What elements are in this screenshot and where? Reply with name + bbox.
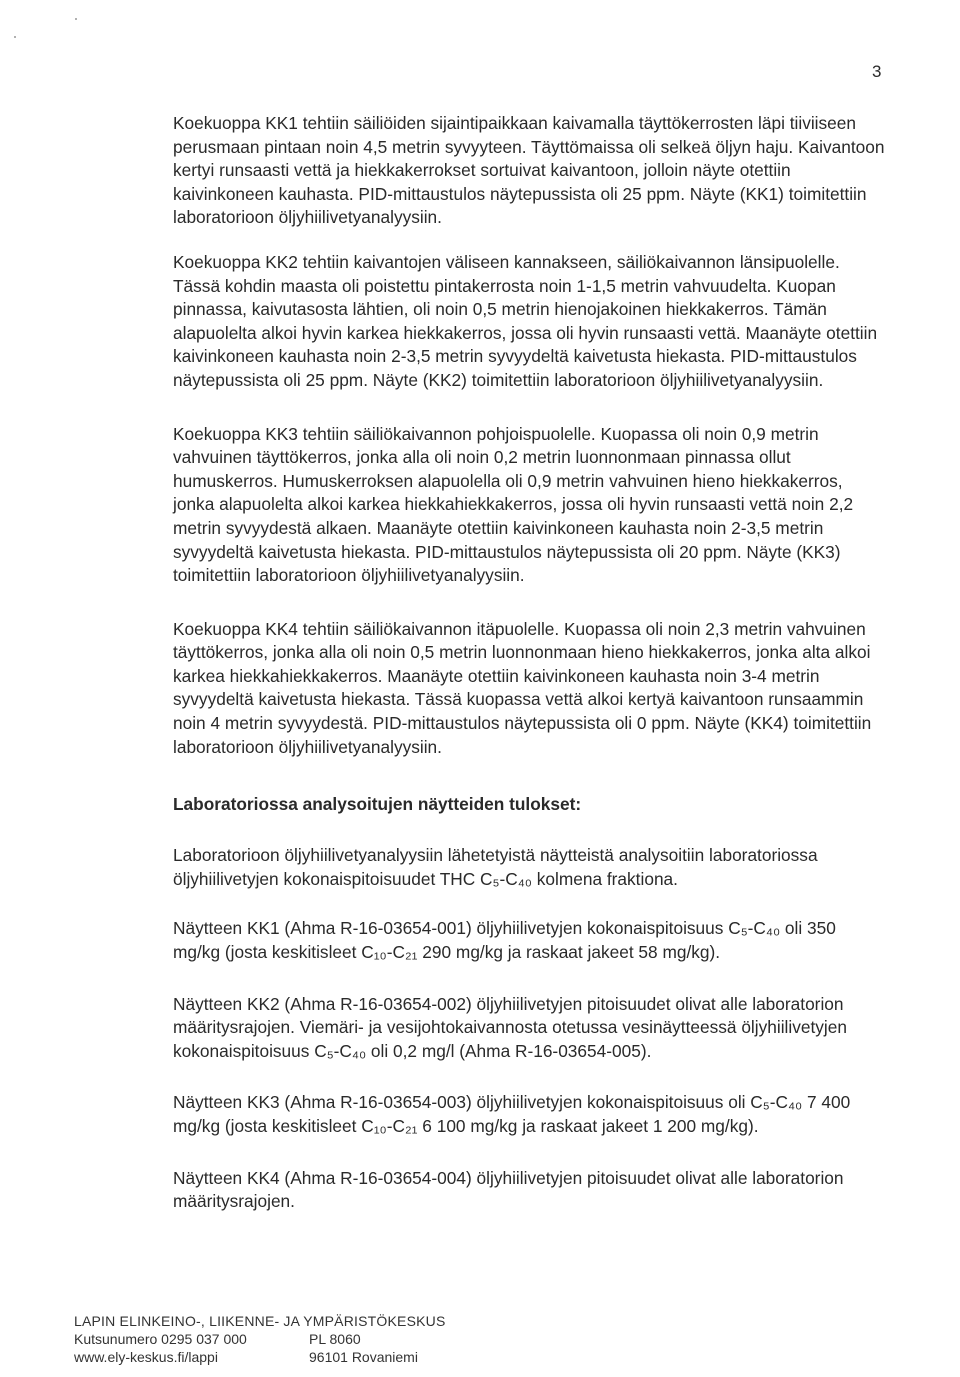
results-kk1: Näytteen KK1 (Ahma R-16-03654-001) öljyhiilivetyjen kokonaispitoisuus C₅-C₄₀ oli 350 mg/kg (josta keskitisleet C₁₀-C₂₁ 290 mg/kg ja raskaat jakeet 58 mg/kg). [173, 918, 836, 963]
scan-speck [75, 18, 77, 20]
document-body [173, 112, 885, 1235]
footer-postal-address: 96101 Rovaniemi [309, 1349, 418, 1365]
footer-website-link[interactable]: www.ely-keskus.fi/lappi [74, 1349, 218, 1365]
paragraph-kk3: Koekuoppa KK3 tehtiin säiliökaivannon pohjoispuolelle. Kuopassa oli noin 0,9 metrin vahvuinen täyttökerros, jonka alla oli noin 0,2 metrin luonnonmaan pinnassa ollut humuskerros. Humuskerroksen alapuolella oli 0,9 metrin vahvuinen hieno hiekkakerros, jonka alapuolelta alkoi karkea hiekkahiekkakerros, jossa oli hyvin runsaasti vettä noin 2,2 metrin syvyydestä alkaen. Maanäyte otettiin kaivinkoneen kauhasta noin 2-3,5 metrin syvyydeltä kaivetusta hiekasta. PID-mittaustulos näytepussista oli 20 ppm. Näyte (KK3) toimitettiin laboratorioon öljyhiilivetyanalyysiin. [173, 423, 854, 586]
paragraph-kk1: Koekuoppa KK1 tehtiin säiliöiden sijaintipaikkaan kaivamalla täyttökerrosten läpi tiiviiseen perusmaan pintaan noin 4,5 metrin syvyyteen. Täyttömaissa oli selkeä öljyn haju. Kaivantoon kertyi runsaasti vettä ja hiekkakerrokset sortuivat kaivantoon, jolloin näyte otettiin kaivinkoneen kauhasta. PID-mittaustulos näytepussista oli 25 ppm. Näyte (KK1) toimitettiin laboratorioon öljyhiilivetyanalyysiin. [173, 113, 885, 228]
page-footer [74, 1312, 446, 1366]
scan-speck [14, 36, 16, 38]
paragraph-kk2: Koekuoppa KK2 tehtiin kaivantojen väliseen kannakseen, säiliökaivannon länsipuolelle. Tässä kohdin maasta oli poistettu pintakerrosta noin 1-1,5 metrin vahvuudelta. Kuopan pinnassa, kaivutasosta lähtien, oli noin 0,5 metrin hienojakoinen hiekkakerros. Tämän alapuolelta alkoi hyvin karkea hiekkakerros, jossa oli hyvin runsaasti vettä. Maanäyte otettiin kaivinkoneen kauhasta noin 2-3,5 metrin syvyydeltä kaivetusta hiekasta. PID-mittaustulos näytepussista oli 25 ppm. Näyte (KK2) toimitettiin laboratorioon öljyhiilivetyanalyysiin. [173, 251, 878, 390]
results-kk4: Näytteen KK4 (Ahma R-16-03654-004) öljyhiilivetyjen pitoisuudet olivat alle laboratorion määritysrajojen. [173, 1167, 844, 1212]
footer-po-box: PL 8060 [309, 1331, 361, 1347]
footer-organization: LAPIN ELINKEINO-, LIIKENNE- JA YMPÄRISTÖKESKUS [74, 1313, 446, 1329]
page-number: 3 [872, 62, 882, 81]
results-kk3: Näytteen KK3 (Ahma R-16-03654-003) öljyhiilivetyjen kokonaispitoisuus oli C₅-C₄₀ 7 400 mg/kg (josta keskitisleet C₁₀-C₂₁ 6 100 mg/kg ja raskaat jakeet 1 200 mg/kg). [173, 1092, 851, 1136]
paragraph-kk4: Koekuoppa KK4 tehtiin säiliökaivannon itäpuolelle. Kuopassa oli noin 2,3 metrin vahvuinen täyttökerros, jonka alla oli noin 0,5 metrin luonnonmaan hieno hiekkakerros, jonka alta alkoi karkea hiekkahiekkakerros. Maanäyte otettiin kaivinkoneen kauhasta noin 3-4 metrin syvyydeltä kaivetusta hiekasta. Tässä kuopassa vettä alkoi kertyä kaivantoon runsaammin noin 4 metrin syvyydestä. PID-mittaustulos näytepussista oli 0 ppm. Näyte (KK4) toimitettiin laboratorioon öljyhiilivetyanalyysiin. [173, 618, 872, 757]
results-intro: Laboratorioon öljyhiilivetyanalyysiin lähetetyistä näytteistä analysoitiin laboratoriossa öljyhiilivetyjen kokonaispitoisuudet THC C₅-C₄₀ kolmena fraktiona. [173, 845, 818, 889]
footer-business-id: Kutsunumero 0295 037 000 [74, 1331, 247, 1347]
results-kk2: Näytteen KK2 (Ahma R-16-03654-002) öljyhiilivetyjen pitoisuudet olivat alle laboratorion määritysrajojen. Viemäri- ja vesijohtokaivannosta otetussa vesinäytteessä öljyhiilivetyjen kokonaispitoisuus C₅-C₄₀ oli 0,2 mg/l (Ahma R-16-03654-005). [173, 993, 847, 1061]
section-heading-results: Laboratoriossa analysoitujen näytteiden tulokset: [173, 794, 582, 815]
